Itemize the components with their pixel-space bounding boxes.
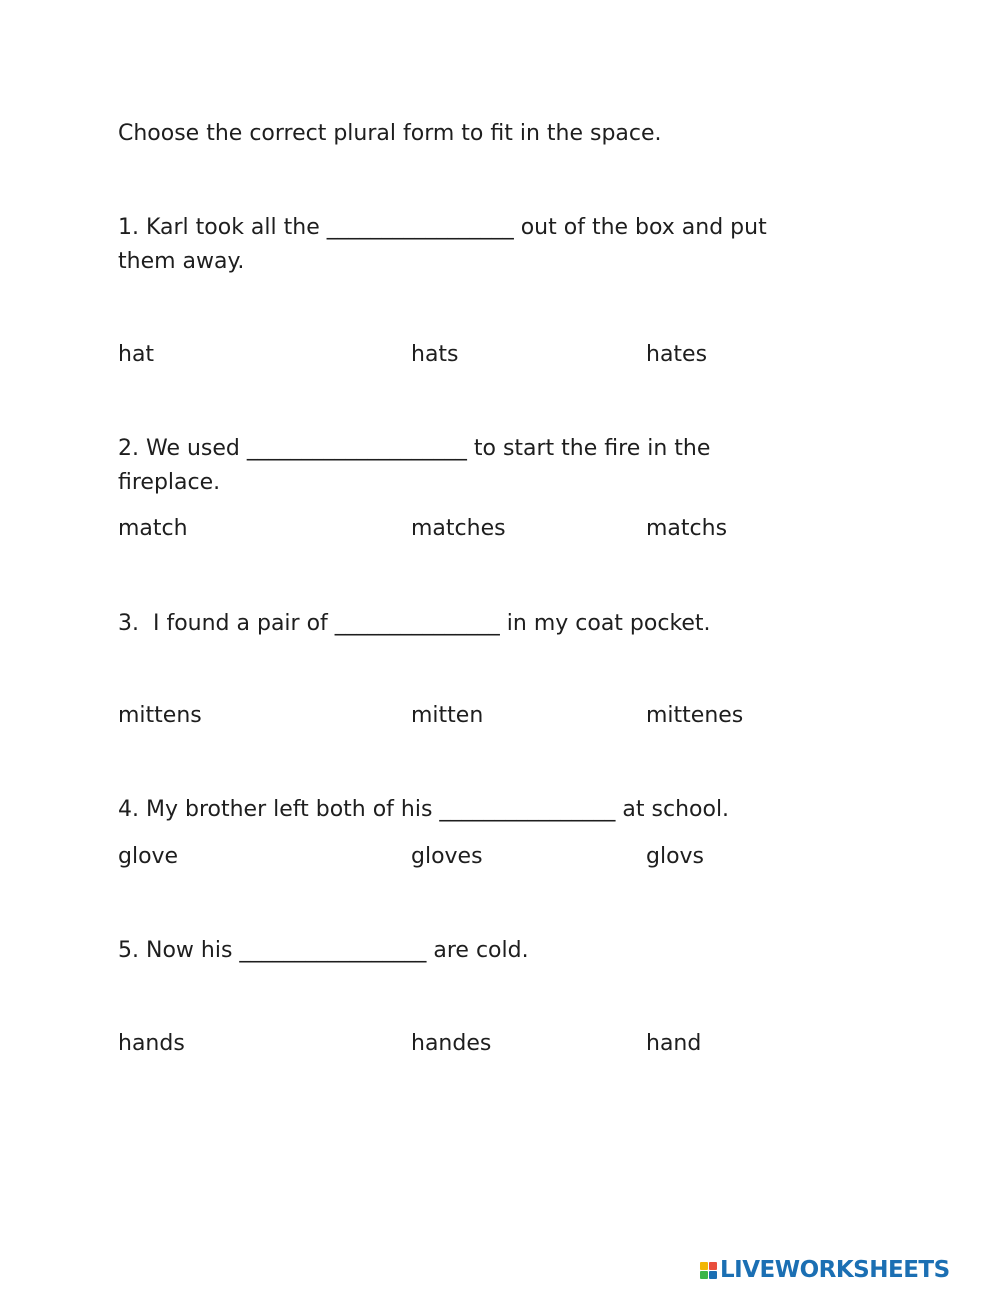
question-3-option-1[interactable]: mittens	[118, 703, 202, 728]
question-1-text-line-1: 1. Karl took all the _________________ out of the box and put	[118, 215, 767, 240]
question-2-text-line-1: 2. We used ____________________ to start the fire in the	[118, 436, 711, 461]
question-2-option-3[interactable]: matchs	[646, 516, 728, 541]
question-5-text: 5. Now his _________________ are cold.	[118, 938, 529, 963]
question-1-text-line-2: them away.	[118, 249, 245, 274]
question-2-text-line-2: fireplace.	[118, 470, 221, 495]
brand-name: LIVEWORKSHEETS	[720, 1257, 950, 1283]
logo-square-red	[709, 1262, 717, 1270]
liveworksheets-brand	[700, 1257, 950, 1283]
question-4-text: 4. My brother left both of his ________________ at school.	[118, 797, 730, 822]
question-4-option-2[interactable]: gloves	[411, 844, 483, 869]
question-5-option-3[interactable]: hand	[646, 1031, 702, 1056]
question-5-option-2[interactable]: handes	[411, 1031, 492, 1056]
instruction-text: Choose the correct plural form to fit in the space.	[118, 121, 662, 146]
question-1-option-3[interactable]: hates	[646, 342, 708, 367]
question-3-option-3[interactable]: mittenes	[646, 703, 744, 728]
question-4-option-1[interactable]: glove	[118, 844, 179, 869]
question-2-option-1[interactable]: match	[118, 516, 188, 541]
logo-square-yellow	[700, 1262, 708, 1270]
liveworksheets-logo-icon	[700, 1262, 717, 1279]
logo-square-blue	[709, 1271, 717, 1279]
logo-square-green	[700, 1271, 708, 1279]
question-1-option-2[interactable]: hats	[411, 342, 459, 367]
question-3-text: 3. I found a pair of _______________ in my coat pocket.	[118, 611, 711, 636]
question-4-option-3[interactable]: glovs	[646, 844, 705, 869]
question-3-option-2[interactable]: mitten	[411, 703, 484, 728]
question-1-option-1[interactable]: hat	[118, 342, 155, 367]
question-5-option-1[interactable]: hands	[118, 1031, 185, 1056]
question-2-option-2[interactable]: matches	[411, 516, 506, 541]
